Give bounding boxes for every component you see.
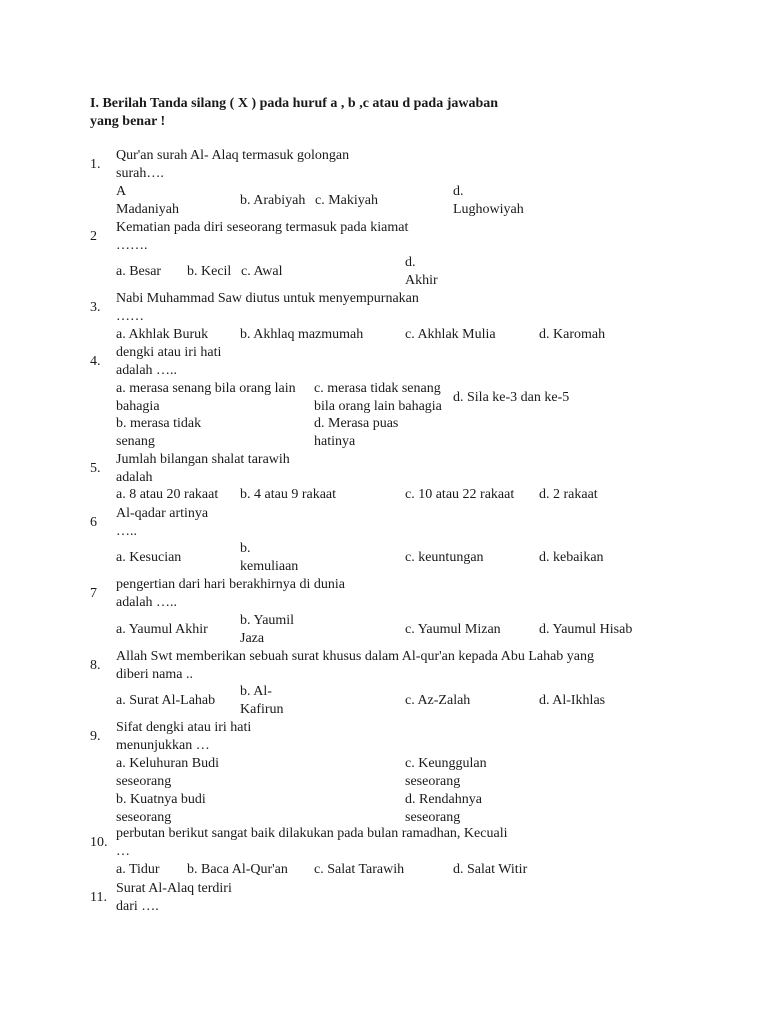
option-b[interactable]: b. Al- [240, 684, 272, 699]
question-text: Allah Swt memberikan sebuah surat khusus dalam Al-qur'an kepada Abu Lahab yang [116, 649, 595, 664]
question-number: 1. [90, 157, 101, 172]
option-b[interactable]: b. Akhlaq mazmumah [240, 327, 364, 342]
question-text: …… [116, 309, 144, 324]
option-b[interactable]: senang [116, 434, 155, 449]
option-c[interactable]: c. Az-Zalah [405, 693, 471, 708]
question-number: 8. [90, 658, 101, 673]
option-a[interactable]: Madaniyah [116, 202, 179, 217]
option-b[interactable]: b. Kuatnya budi [116, 792, 206, 807]
instruction-line-1: I. Berilah Tanda silang ( X ) pada huruf a , b ,c atau d pada jawaban [90, 96, 499, 111]
option-d[interactable]: d. Rendahnya [405, 792, 482, 807]
option-a[interactable]: bahagia [116, 399, 160, 414]
question-number: 2 [90, 229, 97, 244]
question-number: 7 [90, 586, 97, 601]
option-d[interactable]: Akhir [405, 273, 438, 288]
option-d[interactable]: hatinya [314, 434, 356, 449]
question-text: Qur'an surah Al- Alaq termasuk golongan [116, 148, 350, 163]
option-b[interactable]: seseorang [116, 810, 172, 825]
question-text: Nabi Muhammad Saw diutus untuk menyempurnakan [116, 291, 419, 306]
option-a[interactable]: a. merasa senang bila orang lain [116, 381, 296, 396]
option-c[interactable]: c. Akhlak Mulia [405, 327, 496, 342]
option-b[interactable]: Kafirun [240, 702, 284, 717]
option-c[interactable]: c. Keunggulan [405, 756, 487, 771]
option-d[interactable]: d. Yaumul Hisab [539, 622, 633, 637]
option-b[interactable]: kemuliaan [240, 559, 299, 574]
question-number: 10. [90, 835, 108, 850]
question-text: ….. [116, 524, 137, 539]
option-d[interactable]: d. Sila ke-3 dan ke-5 [453, 390, 570, 405]
option-c[interactable]: c. Makiyah [315, 193, 378, 208]
question-text: dari …. [116, 899, 159, 914]
option-a[interactable]: a. Surat Al-Lahab [116, 693, 216, 708]
option-a[interactable]: seseorang [116, 774, 172, 789]
option-c[interactable]: c. keuntungan [405, 550, 484, 565]
question-number: 3. [90, 300, 101, 315]
option-c[interactable]: bila orang lain bahagia [314, 399, 442, 414]
option-c[interactable]: c. Yaumul Mizan [405, 622, 501, 637]
question-text: dengki atau iri hati [116, 345, 222, 360]
option-b[interactable]: Jaza [240, 631, 265, 646]
question-number: 5. [90, 461, 101, 476]
question-text: adalah [116, 470, 153, 485]
question-text: pengertian dari hari berakhirnya di dunia [116, 577, 345, 592]
option-c[interactable]: c. Awal [241, 264, 283, 279]
option-a[interactable]: a. Besar [116, 264, 162, 279]
option-b[interactable]: b. merasa tidak [116, 416, 202, 431]
question-text: surah…. [116, 166, 164, 181]
question-text: ……. [116, 238, 148, 253]
option-b[interactable]: b. Kecil [187, 264, 232, 279]
question-text: Jumlah bilangan shalat tarawih [116, 452, 290, 467]
option-d[interactable]: d. Al-Ikhlas [539, 693, 606, 708]
option-b[interactable]: b. Arabiyah [240, 193, 306, 208]
question-text: diberi nama .. [116, 667, 193, 682]
question-text: adalah ….. [116, 363, 178, 378]
question-text: Surat Al-Alaq terdiri [116, 881, 232, 896]
option-d[interactable]: d. [453, 184, 464, 199]
option-a[interactable]: a. 8 atau 20 rakaat [116, 487, 219, 502]
question-text: Sifat dengki atau iri hati [116, 720, 252, 735]
option-d[interactable]: seseorang [405, 810, 461, 825]
option-d[interactable]: d. Merasa puas [314, 416, 399, 431]
option-a[interactable]: a. Tidur [116, 862, 160, 877]
option-b[interactable]: b. [240, 541, 251, 556]
option-a[interactable]: a. Kesucian [116, 550, 182, 565]
question-text: Al-qadar artinya [116, 506, 209, 521]
option-d[interactable]: d. [405, 255, 416, 270]
option-a[interactable]: a. Akhlak Buruk [116, 327, 209, 342]
option-d[interactable]: Lughowiyah [453, 202, 524, 217]
question-text: … [116, 844, 130, 859]
option-c[interactable]: c. 10 atau 22 rakaat [405, 487, 515, 502]
question-text: Kematian pada diri seseorang termasuk pada kiamat [116, 220, 409, 235]
option-d[interactable]: d. Karomah [539, 327, 606, 342]
option-c[interactable]: c. merasa tidak senang [314, 381, 441, 396]
question-text: menunjukkan … [116, 738, 210, 753]
option-d[interactable]: d. 2 rakaat [539, 487, 598, 502]
option-d[interactable]: d. kebaikan [539, 550, 604, 565]
question-number: 6 [90, 515, 97, 530]
question-number: 4. [90, 354, 101, 369]
option-a[interactable]: a. Keluhuran Budi [116, 756, 220, 771]
option-b[interactable]: b. 4 atau 9 rakaat [240, 487, 337, 502]
option-b[interactable]: b. Baca Al-Qur'an [187, 862, 288, 877]
option-d[interactable]: d. Salat Witir [453, 862, 528, 877]
question-number: 9. [90, 729, 101, 744]
option-c[interactable]: c. Salat Tarawih [314, 862, 405, 877]
question-text: perbutan berikut sangat baik dilakukan pada bulan ramadhan, Kecuali [116, 826, 508, 841]
instruction-line-2: yang benar ! [90, 114, 166, 129]
question-text: adalah ….. [116, 595, 178, 610]
option-a[interactable]: a. Yaumul Akhir [116, 622, 208, 637]
option-a[interactable]: A [116, 184, 127, 199]
option-c[interactable]: seseorang [405, 774, 461, 789]
option-b[interactable]: b. Yaumil [240, 613, 295, 628]
question-number: 11. [90, 890, 107, 905]
